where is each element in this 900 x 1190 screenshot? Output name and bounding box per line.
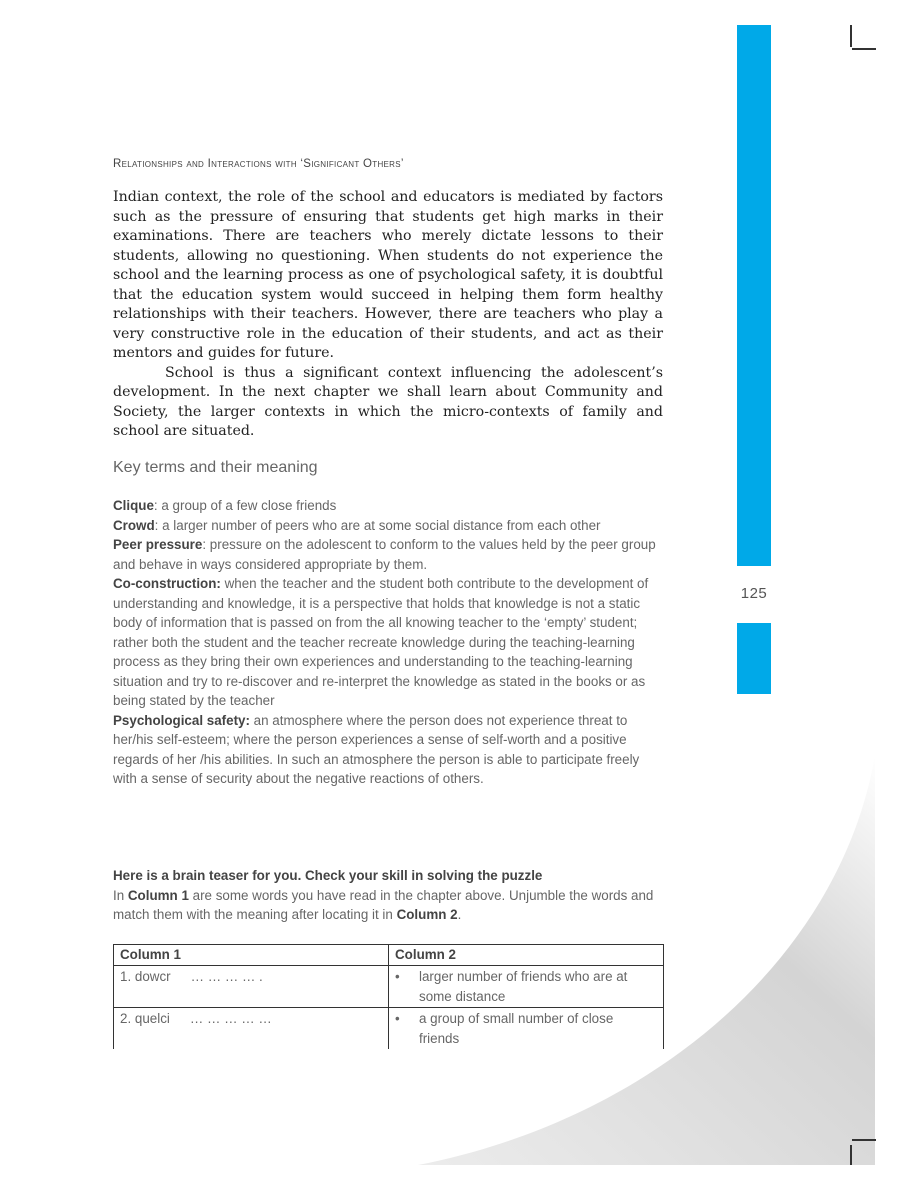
table-row	[114, 1008, 664, 1050]
jumbled-word-cell	[114, 966, 389, 1008]
key-term: Peer pressure	[113, 537, 203, 552]
bullet-icon: •	[395, 1011, 400, 1026]
key-term-definition: a group of a few close friends	[161, 498, 337, 513]
key-term-definition: when the teacher and the student both contribute to the development of understanding and knowledge, it is a perspective that holds that knowledge is not a static body of information that is passed on from the all knowing teacher to the ‘empty’ student; rather both the student and the teacher recreate knowledge during the teaching-learning process as they bring their own experiences and understanding to the teaching-learning situation and try to re-discover and re-interpret the knowledge as stated in the books or as being stated by the teacher	[113, 576, 649, 708]
key-term: Crowd	[113, 517, 155, 533]
brain-teaser	[113, 866, 663, 925]
key-term: Psychological safety:	[113, 712, 250, 728]
key-term: Co-construction:	[113, 576, 221, 591]
brain-teaser-instructions: In Column 1 are some words you have read in the chapter above. Unjumble the words and match them with the meaning after locating it in Column 2.	[113, 887, 654, 922]
puzzle-table	[113, 944, 664, 1049]
sidebar-accent-bar	[737, 25, 771, 566]
meaning-text: a group of small number of close friends	[419, 1011, 614, 1046]
jumbled-word: 1. dowcr	[120, 969, 171, 984]
column-header: Column 2	[389, 945, 664, 966]
key-term-item: Clique: a group of a few close friends	[113, 498, 337, 513]
body-paragraph: Indian context, the role of the school and educators is mediated by factors such as the pressure of ensuring that students get high marks in their examinations. There are teachers who merely dictate lessons to their students, allowing no questioning. When students do not experience the school and the learning process as one of psychological safety, it is doubtful that the education system would succeed in helping them form healthy relationships with their teachers. However, there are teachers who play a very constructive role in the education of their students, and act as their mentors and guides for future.	[113, 189, 663, 361]
column-header: Column 1	[114, 945, 389, 966]
jumbled-word: 2. quelci	[120, 1011, 170, 1026]
answer-blank: … … … … …	[189, 1011, 272, 1026]
key-term: Clique	[113, 498, 154, 513]
key-terms-list	[113, 496, 663, 789]
key-terms-heading: Key terms and their meaning	[113, 459, 318, 476]
key-term-item	[113, 711, 663, 789]
page-number: 125	[740, 585, 768, 602]
key-term-definition: a larger number of peers who are at some social distance from each other	[162, 517, 601, 533]
body-paragraph: School is thus a significant context influencing the adolescent’s development. In the next chapter we shall learn about Community and Society, the larger contexts in which the micro-contexts of family and school are situated.	[113, 364, 663, 439]
key-term-definition: pressure on the adolescent to conform to the values held by the peer group and behave in ways considered appropriate by them.	[113, 537, 656, 572]
key-term-item: Crowd: a larger number of peers who are at some social distance from each other	[113, 517, 601, 533]
answer-blank: … … … … .	[190, 969, 263, 984]
body-text	[113, 188, 663, 442]
meaning-text: larger number of friends who are at some distance	[419, 969, 628, 1004]
crop-mark	[850, 25, 852, 47]
key-term-item: Peer pressure: pressure on the adolescent to conform to the values held by the peer group and behave in ways considered appropriate by them.	[113, 537, 656, 572]
jumbled-word-cell	[114, 1008, 389, 1050]
crop-mark	[852, 48, 876, 50]
meaning-cell	[389, 966, 664, 1008]
crop-mark	[852, 1139, 876, 1141]
brain-teaser-heading: Here is a brain teaser for you. Check your skill in solving the puzzle	[113, 868, 543, 883]
crop-mark	[850, 1145, 852, 1165]
running-header: Relationships and Interactions with ‘Significant Others’	[113, 158, 404, 170]
sidebar-accent-bar	[737, 623, 771, 694]
table-header-row	[114, 945, 664, 966]
bullet-icon: •	[395, 969, 400, 984]
meaning-cell	[389, 1008, 664, 1050]
key-term-definition: an atmosphere where the person does not experience threat to her/his self-esteem; where the person experiences a sense of self-worth and a positive regards of her /his abilities. In such an atmosphere the person is able to participate freely with a sense of security about the negative reactions of others.	[113, 712, 640, 786]
table-row	[114, 966, 664, 1008]
key-term-item	[113, 574, 663, 711]
